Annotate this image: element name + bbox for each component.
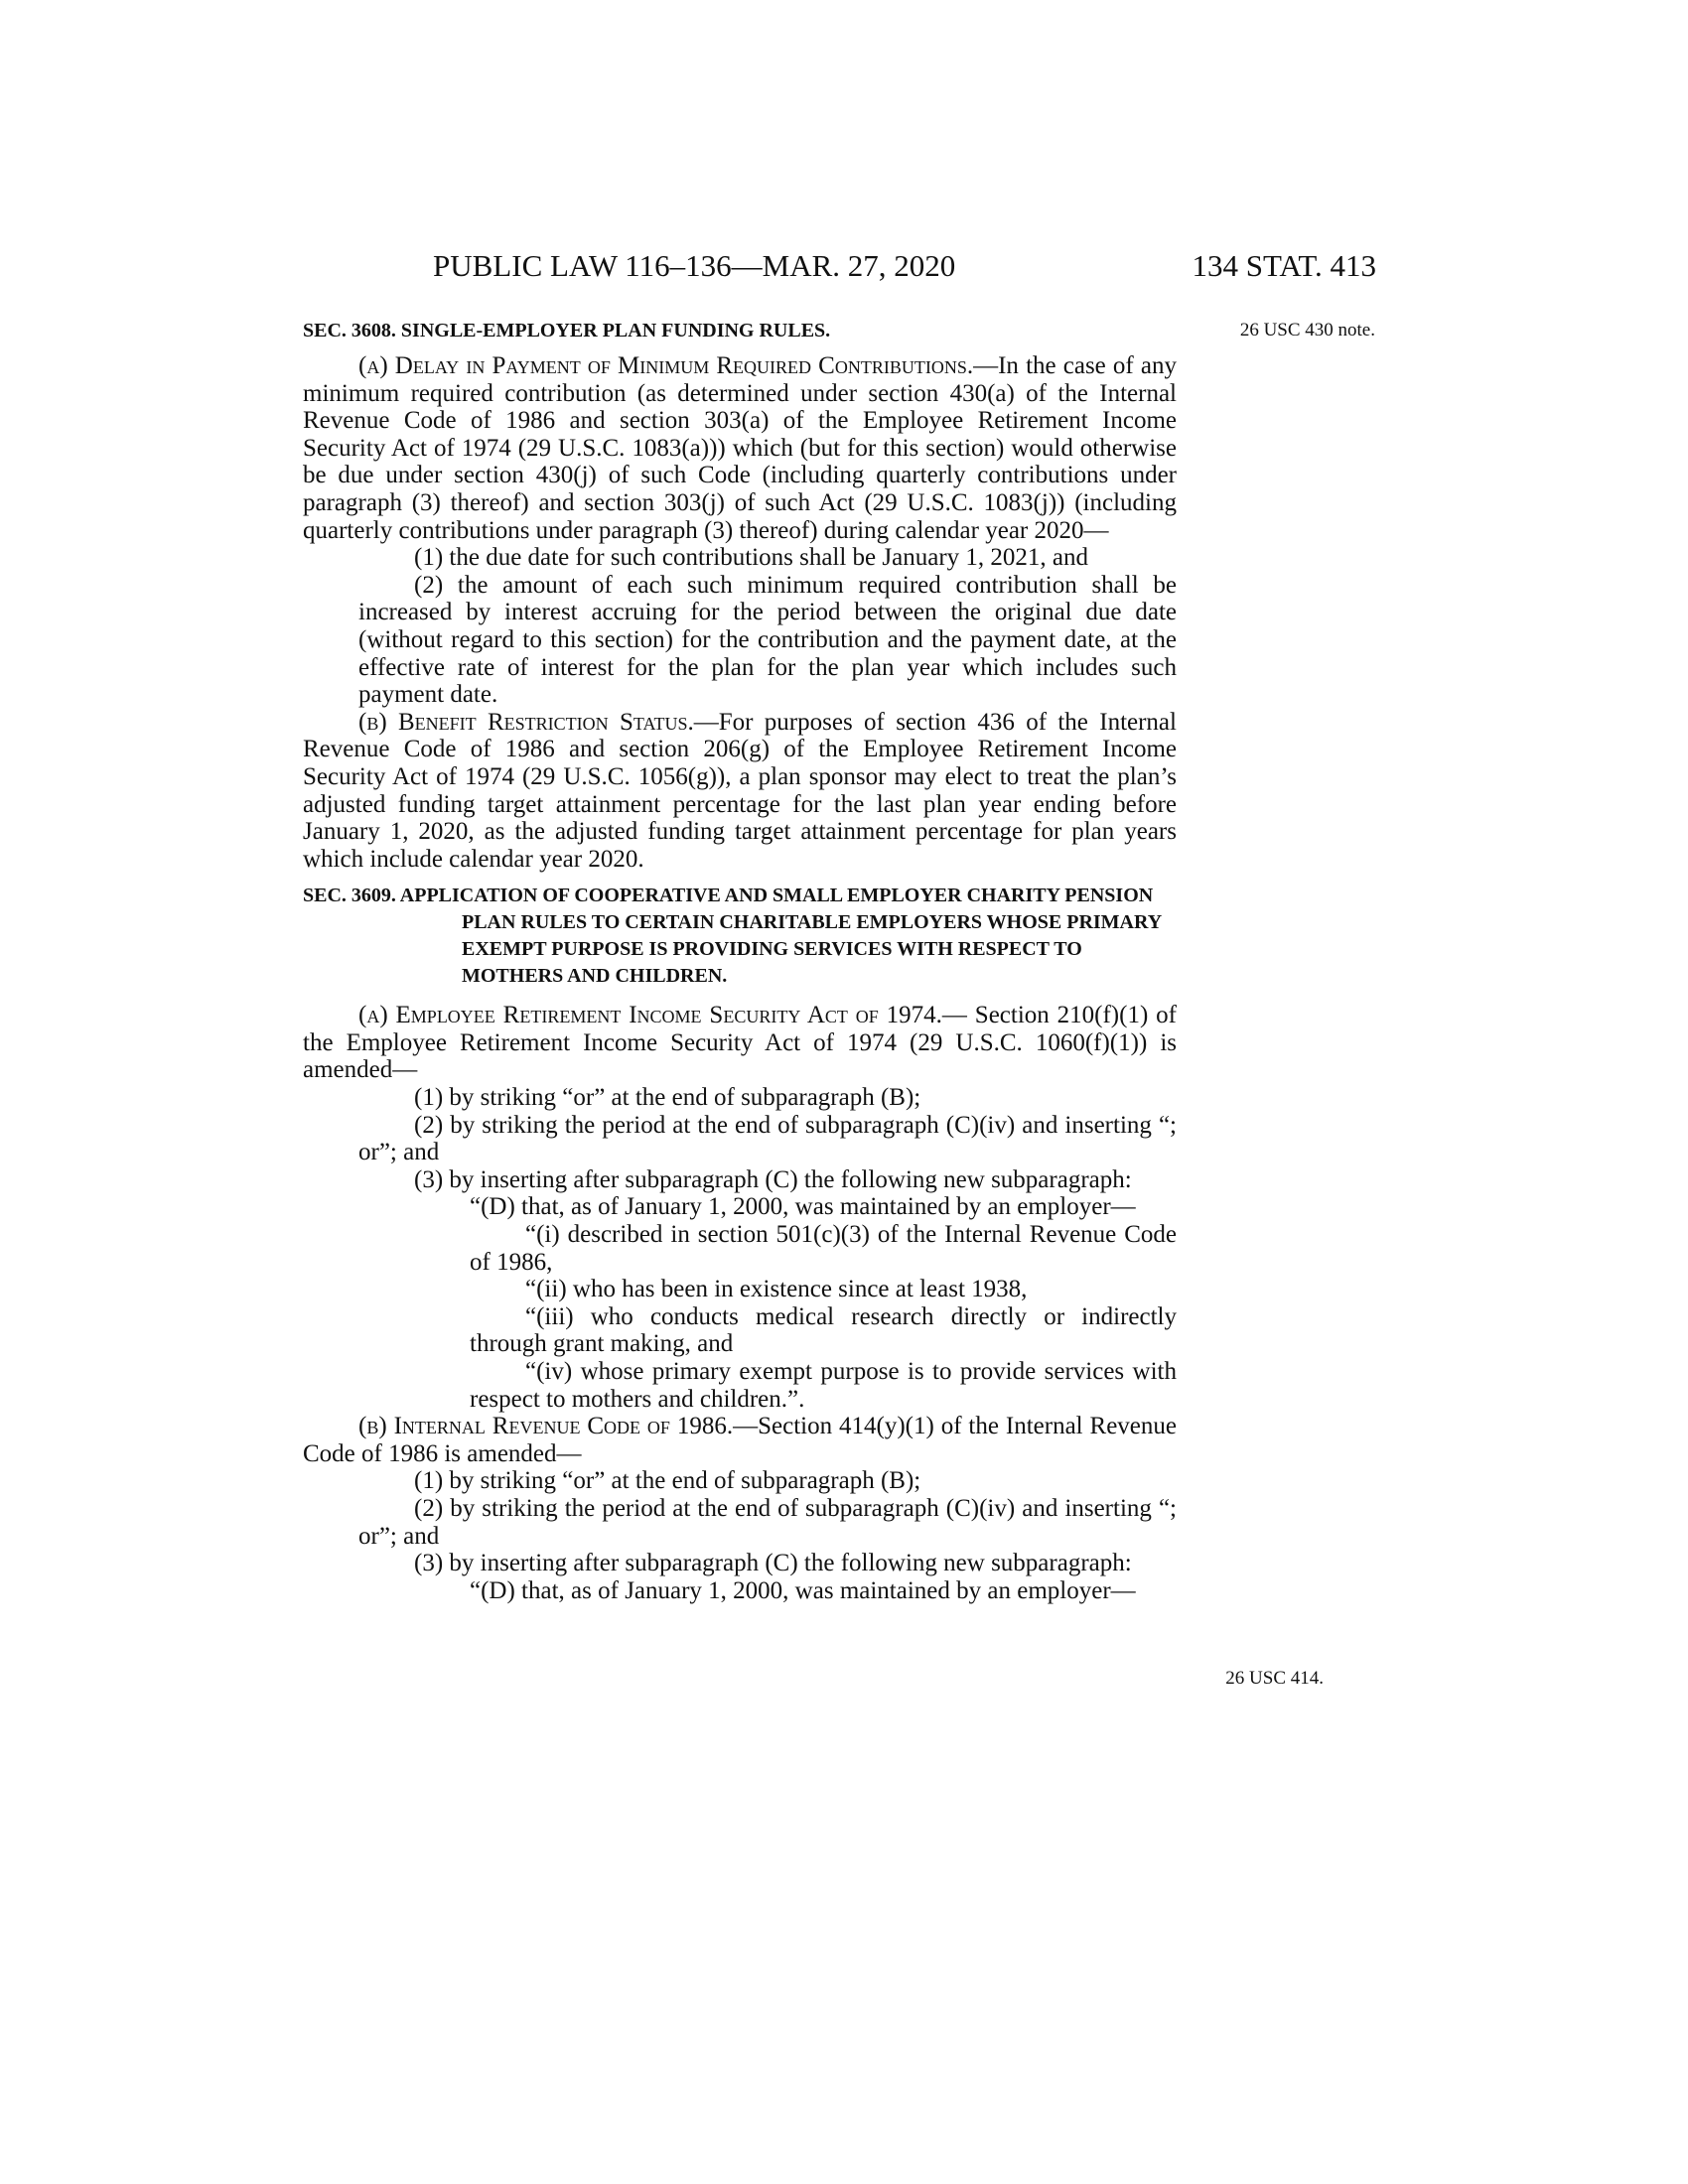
section-3609-a-subparagraph-d: “(D) that, as of January 1, 2000, was maintained by an employer— [470,1193,1136,1221]
section-3608-paragraph-2: (2) the amount of each such minimum required contribution shall be increased by interest accruing for the period between the original due date (without regard to this section) for the contribution and the payment date, at the effective rate of interest for the plan for the plan year which includes such payment date. [358,571,1177,709]
section-3609-b-paragraph-2: (2) by striking the period at the end of subparagraph (C)(iv) and inserting “; or”; and [358,1494,1177,1550]
section-3609-heading: SEC. 3609. APPLICATION OF COOPERATIVE AND SMALL EMPLOYER CHARITY PENSION PLAN RULES TO CERTAIN CHARITABLE EMPLOYERS WHOSE PRIMARY EXEMPT PURPOSE IS PROVIDING SERVICES WITH RESPECT TO MOTHERS AND CHILDREN. [303,885,1162,988]
section-3608-heading: SEC. 3608. SINGLE-EMPLOYER PLAN FUNDING RULES. [303,320,831,341]
section-3609-a-paragraph-3: (3) by inserting after subparagraph (C) the following new subparagraph: [414,1165,1132,1193]
margin-note-usc-430: 26 USC 430 note. [1239,320,1375,341]
section-3609-b-paragraph-3: (3) by inserting after subparagraph (C) the following new subparagraph: [414,1550,1132,1577]
stat-page-number: 134 STAT. 413 [1192,248,1376,283]
section-3608-subsection-b [303,709,1177,874]
subsection-heading: (a) Employee Retirement Income Security Act of 1974. [358,1002,942,1029]
section-3609-a-paragraph-2: (2) by striking the period at the end of subparagraph (C)(iv) and inserting “; or”; and [358,1111,1177,1166]
subsection-text: —For purposes of section 436 of the Internal Revenue Code of 1986 and section 206(g) of the Employee Retirement Income Security Act of 1974 (29 U.S.C. 1056(g)), a plan sponsor may elect to treat the plan’s adjusted funding target attainment percentage for the last plan year ending before January 1, 2020, as the adjusted funding target attainment percentage for plan years which include calendar year 2020. [303,708,1177,873]
section-3609-a-clause-ii: “(ii) who has been in existence since at least 1938, [525,1276,1028,1303]
section-3609-a-clause-iv: “(iv) whose primary exempt purpose is to provide services with respect to mothers and children.”. [470,1358,1177,1413]
subsection-text: —Section 414(y)(1) of the Internal Revenue Code of 1986 is amended— [303,1413,1177,1467]
section-3608-paragraph-1: (1) the due date for such contributions shall be January 1, 2021, and [414,544,1088,572]
subsection-text: —In the case of any minimum required contribution (as determined under section 430(a) of the Internal Revenue Code of 1986 and section 303(a) of the Employee Retirement Income Security Act of 1974 (29 U.S.C. 1083(a))) which (but for this section) would otherwise be due under section 430(j) of such Code (including quarterly contributions under paragraph (3) thereof) and section 303(j) of such Act (29 U.S.C. 1083(j)) (including quarterly contributions under paragraph (3) thereof) during calendar year 2020— [303,352,1177,544]
section-3609-b-subparagraph-d: “(D) that, as of January 1, 2000, was maintained by an employer— [470,1576,1136,1604]
subsection-heading: (b) Internal Revenue Code of 1986. [358,1413,734,1440]
body-text [303,318,1177,1604]
subsection-heading: (a) Delay in Payment of Minimum Required Contributions. [358,352,974,379]
margin-note-usc-414: 26 USC 414. [1225,1668,1324,1689]
page-header [433,248,1376,288]
section-3609-a-clause-iii: “(iii) who conducts medical research directly or indirectly through grant making, and [470,1302,1177,1358]
section-3609-subsection-a [303,1002,1177,1084]
section-3609-b-paragraph-1: (1) by striking “or” at the end of subparagraph (B); [414,1467,921,1495]
subsection-heading: (b) Benefit Restriction Status. [358,708,694,736]
section-3609-subsection-b [303,1413,1177,1467]
section-3609-a-paragraph-1: (1) by striking “or” at the end of subparagraph (B); [414,1084,921,1112]
subsection-text: — Section 210(f)(1) of the Employee Retirement Income Security Act of 1974 (29 U.S.C. 1060(f)(1)) is amended— [303,1002,1177,1084]
running-head-title: PUBLIC LAW 116–136—MAR. 27, 2020 [433,248,956,283]
section-3608-subsection-a [303,352,1177,544]
section-3609-a-clause-i: “(i) described in section 501(c)(3) of the Internal Revenue Code of 1986, [470,1221,1177,1276]
